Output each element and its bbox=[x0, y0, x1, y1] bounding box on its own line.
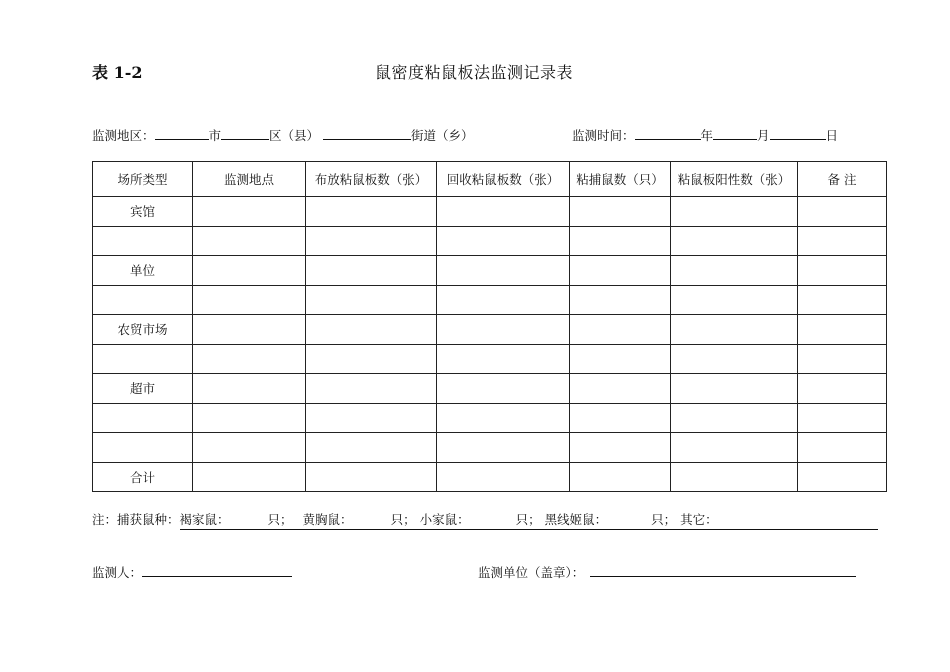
row-label-hotel: 宾馆 bbox=[93, 197, 193, 227]
table-row bbox=[93, 344, 887, 374]
table-cell[interactable] bbox=[671, 374, 798, 404]
city-label: 市 bbox=[208, 128, 222, 143]
month-blank[interactable] bbox=[713, 128, 757, 140]
table-cell[interactable] bbox=[437, 462, 570, 492]
col-header-boards-recovered: 回收粘鼠板数（张） bbox=[437, 162, 570, 197]
table-row bbox=[93, 374, 887, 404]
document-title: 鼠密度粘鼠板法监测记录表 bbox=[375, 63, 574, 82]
col-header-boards-placed: 布放粘鼠板数（张） bbox=[306, 162, 437, 197]
table-row bbox=[93, 433, 887, 463]
monitor-signature bbox=[92, 563, 292, 581]
street-label: 街道（乡） bbox=[411, 128, 474, 143]
table-row bbox=[93, 403, 887, 433]
year-label: 年 bbox=[700, 128, 714, 143]
table-cell[interactable] bbox=[570, 226, 671, 256]
table-cell[interactable] bbox=[306, 256, 437, 286]
table-cell[interactable] bbox=[798, 285, 887, 315]
day-blank[interactable] bbox=[770, 128, 826, 140]
table-cell[interactable] bbox=[570, 462, 671, 492]
row-label-blank bbox=[93, 433, 193, 463]
table-cell[interactable] bbox=[306, 226, 437, 256]
table-cell[interactable] bbox=[306, 315, 437, 345]
street-blank[interactable] bbox=[323, 128, 411, 140]
species-note bbox=[92, 510, 878, 530]
row-label-blank bbox=[93, 403, 193, 433]
table-cell[interactable] bbox=[306, 374, 437, 404]
table-cell[interactable] bbox=[570, 344, 671, 374]
table-cell[interactable] bbox=[671, 285, 798, 315]
time-label: 监测时间： bbox=[572, 128, 635, 143]
table-cell[interactable] bbox=[570, 403, 671, 433]
row-label-blank bbox=[93, 226, 193, 256]
area-label: 监测地区： bbox=[92, 128, 155, 143]
table-row-total bbox=[93, 462, 887, 492]
table-cell[interactable] bbox=[437, 374, 570, 404]
species-line bbox=[180, 510, 878, 530]
table-row bbox=[93, 197, 887, 227]
species2-unit: 只； bbox=[390, 512, 416, 527]
table-cell[interactable] bbox=[798, 403, 887, 433]
table-cell[interactable] bbox=[193, 285, 306, 315]
table-cell[interactable] bbox=[570, 197, 671, 227]
table-cell[interactable] bbox=[798, 433, 887, 463]
table-cell[interactable] bbox=[193, 374, 306, 404]
district-blank[interactable] bbox=[221, 128, 269, 140]
table-cell[interactable] bbox=[671, 256, 798, 286]
species4-label: 黑线姬鼠： bbox=[544, 512, 608, 527]
monitor-label: 监测人： bbox=[92, 565, 143, 580]
table-cell[interactable] bbox=[306, 433, 437, 463]
year-blank[interactable] bbox=[635, 128, 701, 140]
table-cell[interactable] bbox=[193, 344, 306, 374]
table-cell[interactable] bbox=[193, 226, 306, 256]
species1-label: 褐家鼠： bbox=[179, 512, 230, 527]
table-cell[interactable] bbox=[570, 256, 671, 286]
table-header-row bbox=[93, 162, 887, 197]
table-cell[interactable] bbox=[193, 462, 306, 492]
table-row bbox=[93, 256, 887, 286]
table-cell[interactable] bbox=[437, 226, 570, 256]
table-cell[interactable] bbox=[306, 462, 437, 492]
table-cell[interactable] bbox=[798, 344, 887, 374]
table-cell[interactable] bbox=[437, 197, 570, 227]
table-row bbox=[93, 226, 887, 256]
row-label-farmers-market: 农贸市场 bbox=[93, 315, 193, 345]
table-cell[interactable] bbox=[671, 197, 798, 227]
note-prefix: 注：捕获鼠种： bbox=[92, 512, 180, 527]
table-cell[interactable] bbox=[671, 433, 798, 463]
unit-label: 监测单位（盖章）： bbox=[478, 565, 585, 580]
table-cell[interactable] bbox=[798, 226, 887, 256]
table-cell[interactable] bbox=[306, 344, 437, 374]
table-cell[interactable] bbox=[798, 256, 887, 286]
table-cell[interactable] bbox=[437, 433, 570, 463]
table-cell[interactable] bbox=[570, 374, 671, 404]
table-cell[interactable] bbox=[671, 226, 798, 256]
table-cell[interactable] bbox=[671, 315, 798, 345]
row-label-total: 合计 bbox=[93, 462, 193, 492]
unit-blank[interactable] bbox=[590, 563, 856, 577]
monitor-blank[interactable] bbox=[142, 563, 292, 577]
table-cell[interactable] bbox=[671, 403, 798, 433]
table-cell[interactable] bbox=[193, 197, 306, 227]
species1-unit: 只； bbox=[267, 512, 293, 527]
col-header-venue-type: 场所类型 bbox=[93, 162, 193, 197]
table-number: 表 1-2 bbox=[92, 63, 143, 82]
row-label-work-unit: 单位 bbox=[93, 256, 193, 286]
table-cell[interactable] bbox=[671, 462, 798, 492]
species3-label: 小家鼠： bbox=[419, 512, 470, 527]
table-cell[interactable] bbox=[671, 344, 798, 374]
row-label-blank bbox=[93, 344, 193, 374]
month-label: 月 bbox=[757, 128, 770, 143]
table-cell[interactable] bbox=[306, 197, 437, 227]
table-cell[interactable] bbox=[798, 315, 887, 345]
table-cell[interactable] bbox=[437, 256, 570, 286]
row-label-blank bbox=[93, 285, 193, 315]
table-row bbox=[93, 315, 887, 345]
day-label: 日 bbox=[825, 128, 839, 143]
table-cell[interactable] bbox=[437, 344, 570, 374]
district-label: 区（县） bbox=[269, 128, 320, 143]
table-cell[interactable] bbox=[437, 315, 570, 345]
col-header-remarks: 备 注 bbox=[798, 162, 887, 197]
table-cell[interactable] bbox=[798, 197, 887, 227]
info-line-right bbox=[572, 126, 838, 144]
table-cell[interactable] bbox=[193, 433, 306, 463]
info-line-left bbox=[92, 126, 474, 144]
col-header-location: 监测地点 bbox=[193, 162, 306, 197]
table-cell[interactable] bbox=[437, 403, 570, 433]
table-cell[interactable] bbox=[570, 433, 671, 463]
table-cell[interactable] bbox=[798, 374, 887, 404]
table-cell[interactable] bbox=[306, 403, 437, 433]
col-header-positive-boards: 粘鼠板阳性数（张） bbox=[671, 162, 798, 197]
table-cell[interactable] bbox=[798, 462, 887, 492]
species4-unit: 只； bbox=[651, 512, 677, 527]
table-cell[interactable] bbox=[437, 285, 570, 315]
table-row bbox=[93, 285, 887, 315]
species2-label: 黄胸鼠： bbox=[302, 512, 353, 527]
col-header-rats-caught: 粘捕鼠数（只） bbox=[570, 162, 671, 197]
unit-signature bbox=[478, 563, 856, 581]
other-label: 其它： bbox=[680, 512, 718, 527]
species3-unit: 只； bbox=[515, 512, 541, 527]
table-cell[interactable] bbox=[193, 315, 306, 345]
city-blank[interactable] bbox=[155, 128, 209, 140]
table-cell[interactable] bbox=[306, 285, 437, 315]
table-cell[interactable] bbox=[193, 403, 306, 433]
table-cell[interactable] bbox=[570, 285, 671, 315]
table-cell[interactable] bbox=[193, 256, 306, 286]
table-cell[interactable] bbox=[570, 315, 671, 345]
row-label-supermarket: 超市 bbox=[93, 374, 193, 404]
record-table bbox=[92, 161, 887, 492]
